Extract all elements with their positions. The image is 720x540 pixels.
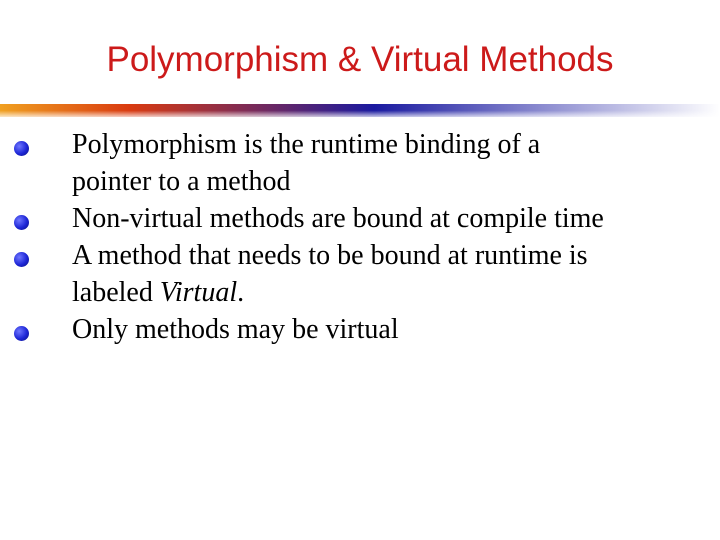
title-underline-rule [0,104,720,117]
bullet-text: A method that needs to be bound at runtime is [72,240,588,271]
virtual-keyword: Virtual [159,277,238,308]
bullet-item [14,126,714,200]
bullet-item [14,311,714,348]
bullet-dot-icon [14,252,29,267]
bullet-text-continuation [72,274,714,311]
bullet-text: Only methods may be virtual [72,314,399,345]
slide-title: Polymorphism & Virtual Methods [106,40,614,79]
bullet-text: Non-virtual methods are bound at compile time [72,203,604,234]
bullet-text-suffix: . [237,277,245,308]
bullet-list [14,126,714,348]
bullet-item [14,237,714,311]
bullet-item [14,200,714,237]
bullet-dot-icon [14,141,29,156]
bullet-dot-icon [14,215,29,230]
bullet-text: Polymorphism is the runtime binding of a [72,129,541,160]
bullet-text-continuation: pointer to a method [72,166,291,197]
bullet-text-prefix: labeled [72,277,160,308]
bullet-dot-icon [14,326,29,341]
